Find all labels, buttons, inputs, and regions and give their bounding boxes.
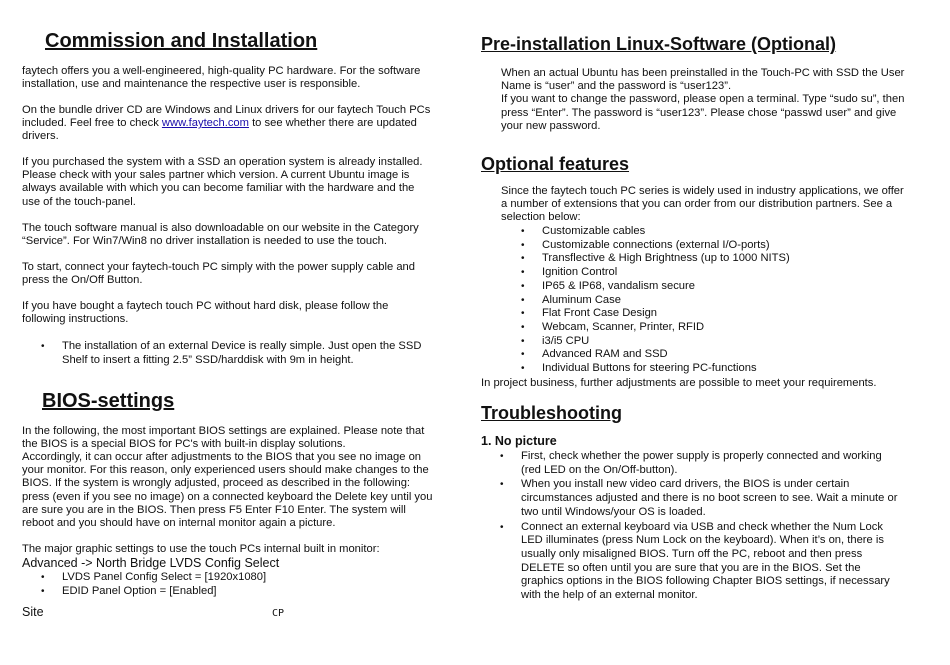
bullet-icon: • — [521, 363, 525, 375]
bios-settings-list — [41, 571, 432, 598]
linux-title: Pre-installation Linux-Software (Optional) — [481, 34, 837, 54]
bullet-icon: • — [500, 479, 504, 491]
optional-features-title: Optional features — [481, 154, 630, 174]
bullet-icon: • — [500, 451, 504, 462]
driver-cd-text-pre: On the bundle driver CD are Windows and Linux drivers for our faytech Touch PCs included. Feel free to check — [22, 104, 431, 130]
feature-item: • Ignition Control — [521, 266, 618, 279]
feature-item: • Advanced RAM and SSD — [521, 348, 668, 361]
features-intro: Since the faytech touch PC series is widely used in industry applications, we offer a number of extensions that you can order from our distribution partners. See a selection below: — [501, 185, 904, 224]
trouble-item: • When you install new video card drivers, the BIOS is under certain circumstances adjusted and there is no boot screen to see. Wait a minute or two until Windows/your OS is loaded. — [500, 478, 898, 518]
ssd-paragraph: If you purchased the system with a SSD an operation system is already installed. Please check with your sales partner which version. A current Ubuntu image is always available with which you can become familiar with the hardware and the use of the touch-panel. — [22, 156, 423, 208]
list-item: • The installation of an external Device is really simple. Just open the SSD Shelf to insert a fitting 2.5” SSD/harddisk with 9m in height. — [41, 340, 422, 366]
bullet-icon: • — [521, 239, 525, 251]
bullet-icon: • — [521, 335, 525, 347]
footer-cp: CP — [272, 608, 285, 619]
trouble-item: • First, check whether the power supply is properly connected and working (red LED on the On/Off-button). — [500, 450, 882, 476]
list-item: • LVDS Panel Config Select = [1920x1080] — [41, 571, 267, 583]
bios-path: Advanced -> North Bridge LVDS Config Select — [22, 556, 280, 570]
features-outro: In project business, further adjustments are possible to meet your requirements. — [481, 377, 877, 389]
features-list — [521, 225, 902, 376]
linux-paragraph: When an actual Ubuntu has been preinstalled in the Touch-PC with SSD the User Name is “user” and the password is “user123”. If you want to change the password, please open a terminal. Type “sudo su”, then press “Enter”. The password is “user123”. Please chose “passwd user” and give your new password. — [501, 67, 905, 132]
bullet-icon: • — [500, 521, 504, 533]
bios-warning-paragraph: Accordingly, it can occur after adjustments to the BIOS that you see no image on your monitor. For this reason, only experienced users should make changes to the BIOS. If the system is wrongly adjusted, proceed as described in the following: press (even if you see no image) on a connected keyboard the Delete key until you are sure you are in the BIOS. Then press F5 Enter F10 Enter. The system will reboot and you should have on internal monitor again a picture. — [22, 451, 433, 530]
bullet-icon: • — [41, 341, 45, 352]
bullet-icon: • — [41, 572, 45, 583]
feature-item: • i3/i5 CPU — [521, 334, 590, 347]
commission-title: Commission and Installation — [45, 30, 318, 52]
intro-paragraph: faytech offers you a well-engineered, high-quality PC hardware. For the software installation, use and maintenance the respective user is responsible. — [22, 65, 421, 91]
feature-item: • Flat Front Case Design — [521, 307, 658, 320]
bullet-icon: • — [521, 226, 525, 237]
list-item: • EDID Panel Option = [Enabled] — [41, 584, 217, 597]
bullet-icon: • — [41, 585, 45, 597]
bullet-icon: • — [521, 267, 525, 279]
bullet-icon: • — [521, 280, 525, 292]
troubleshooting-title: Troubleshooting — [481, 403, 622, 423]
bullet-icon: • — [521, 321, 525, 333]
feature-item: • Customizable connections (external I/O-ports) — [521, 238, 770, 251]
faytech-website-link[interactable]: www.faytech.com — [161, 117, 249, 130]
footer-site: Site — [22, 605, 44, 619]
ssd-install-list — [41, 340, 432, 367]
feature-item: • Customizable cables — [521, 225, 646, 237]
bios-title: BIOS-settings — [42, 390, 175, 412]
trouble-item: • Connect an external keyboard via USB and check whether the Num Lock LED illuminates (press Num Lock on the keyboard). When it’s on, there is usually only misaligned BIOS. Turn off the PC, reboot and then press DELETE so often until you are sure that you are in the BIOS. Set the graphics options in the BIOS following Chapter BIOS settings, if necessary with the help of an external monitor. — [500, 520, 890, 602]
bullet-icon: • — [521, 349, 525, 361]
troubleshooting-list — [500, 450, 901, 603]
feature-item: • Individual Buttons for steering PC-functions — [521, 362, 757, 375]
feature-item: • IP65 & IP68, vandalism secure — [521, 279, 695, 292]
bullet-icon: • — [521, 294, 525, 306]
touch-manual-paragraph: The touch software manual is also downloadable on our website in the Category “Service”. For Win7/Win8 no driver installation is needed to use the touch. — [22, 222, 419, 248]
feature-item: • Webcam, Scanner, Printer, RFID — [521, 320, 705, 333]
bullet-icon: • — [521, 308, 525, 320]
graphic-settings-paragraph: The major graphic settings to use the touch PCs internal built in monitor: — [22, 543, 380, 555]
feature-item: • Aluminum Case — [521, 293, 621, 306]
start-paragraph: To start, connect your faytech-touch PC simply with the power supply cable and press the On/Off Button. — [22, 261, 415, 287]
feature-item: • Transflective & High Brightness (up to 1000 NITS) — [521, 252, 790, 265]
no-picture-subtitle: 1. No picture — [481, 434, 557, 448]
bios-intro-paragraph: In the following, the most important BIOS settings are explained. Please note that the BIOS is a special BIOS for PC's with built-in display solutions. — [22, 425, 425, 451]
bullet-icon: • — [521, 253, 525, 265]
driver-cd-text-post: to see whether there are updated drivers. — [22, 117, 417, 143]
no-hdd-paragraph: If you have bought a faytech touch PC without hard disk, please follow the following instructions. — [22, 300, 389, 326]
driver-cd-paragraph — [22, 104, 440, 144]
